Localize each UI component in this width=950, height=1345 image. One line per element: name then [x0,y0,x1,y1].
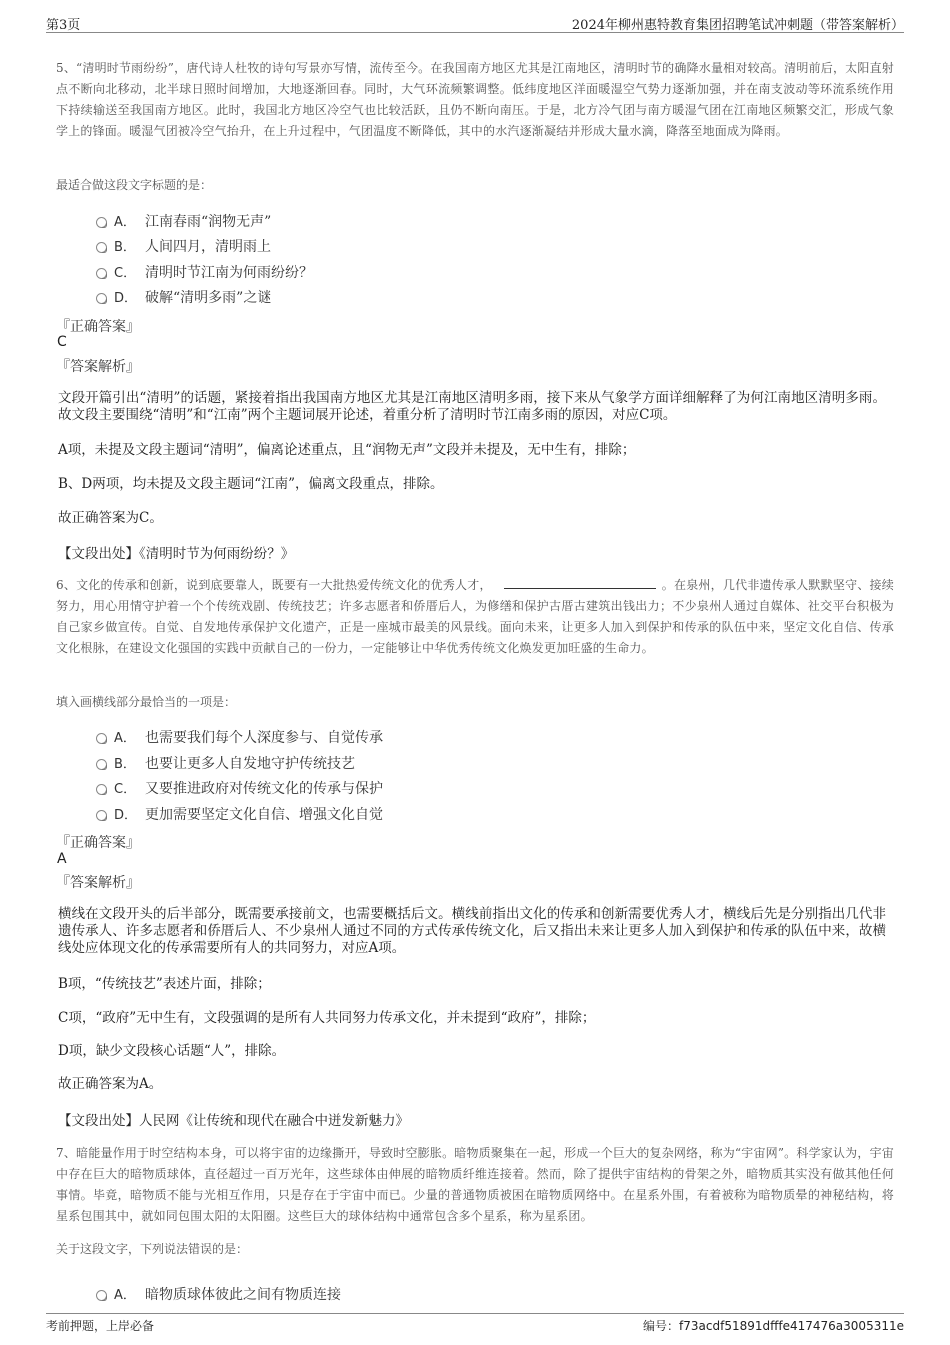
question-5-text: 5、“清明时节雨纷纷”，唐代诗人杜牧的诗句写景亦写情，流传至今。在我国南方地区尤其是江南地区，清明时节的确降水量相对较高。清明前后，太阳直射点不断向北移动，北半球日照时间增加，大地逐渐回春。同时，大气环流频繁调整。低纬度地区洋面暖湿空气势力逐渐加强，并在南支波动等环流系统作用下持续输送至我国南方地区。此时，我国北方地区冷空气也比较活跃，且仍不断向南压。于是，北方冷气团与南方暖湿气团在江南地区频繁交汇，形成气象学上的锋面。暖湿气团被冷空气抬升，在上升过程中，气团温度不断降低，其中的水汽逐渐凝结并形成大量水滴，降落至地面成为降雨。 [56,61,894,138]
page-number: 第3页 [46,18,81,33]
fill-blank [504,576,656,589]
question-7-prompt: 关于这段文字，下列说法错误的是： [56,1242,249,1256]
q5-answer-label: 『正确答案』 [56,319,140,335]
footer-slogan: 考前押题，上岸必备 [46,1319,155,1333]
page-footer [46,1313,904,1335]
q6-explanation-2: B项，“传统技艺”表述片面，排除； [58,976,271,992]
question-5-prompt: 最适合做这段文字标题的是： [56,178,213,192]
q6-source: 【文段出处】人民网《让传统和现代在融合中迸发新魅力》 [58,1113,409,1129]
q6-explanation-1: 横线在文段开头的后半部分，既需要承接前文，也需要概括后文。横线前指出文化的传承和创新需要优秀人才，横线后先是分别指出几代非遗传承人、许多志愿者和侨厝后人、不少泉州人通过不同的方式传承传统文化，后又指出未来让更多人加入到保护和传承的队伍中来，故横线处应体现文化的传承需要所有人的共同努力，对应A项。 [58,906,886,956]
q6-explain-label: 『答案解析』 [56,875,140,891]
question-6-prompt: 填入画横线部分最恰当的一项是： [56,695,237,709]
radio-icon[interactable] [96,810,107,821]
q6-explanation-4: D项，缺少文段核心话题“人”，排除。 [58,1043,286,1059]
radio-icon[interactable] [96,784,107,795]
question-7-text: 7、暗能量作用于时空结构本身，可以将宇宙的边缘撕开，导致时空膨胀。暗物质聚集在一起，形成一个巨大的复杂网络，称为“宇宙网”。科学家认为，宇宙中存在巨大的暗物质球体，直径超过一百万光年，这些球体由伸展的暗物质纤维连接着。然而，除了提供宇宙结构的骨架之外，暗物质其实没有做其他任何事情。毕竟，暗物质不能与光相互作用，只是存在于宇宙中而已。少量的普通物质被困在暗物质网络中。在星系外围，有着被称为暗物质晕的神秘结构，将星系包围其中，就如同包围太阳的太阳圈。这些巨大的球体结构中通常包含多个星系，称为星系团。 [56,1146,894,1223]
radio-icon[interactable] [96,242,107,253]
radio-icon[interactable] [96,268,107,279]
q5-explain-label: 『答案解析』 [56,359,140,375]
document-title: 2024年柳州惠特教育集团招聘笔试冲刺题（带答案解析） [571,18,904,33]
q6-explanation-3: C项，“政府”无中生有，文段强调的是所有人共同努力传承文化，并未提到“政府”，排除； [58,1010,596,1026]
question-6-text: 6、文化的传承和创新，说到底要靠人，既要有一大批热爱传统文化的优秀人才， 。在泉州，几代非遗传承人默默坚守、接续努力，用心用情守护着一个个传统戏剧、传统技艺；许多志愿者和侨厝后人，为修缮和保护古厝古建筑出钱出力；不少泉州人通过自媒体、社交平台积极为自己家乡做宣传。自觉、自发地传承保护文化遗产，正是一座城市最美的风景线。面向未来，让更多人加入到保护和传承的队伍中来，坚定文化自信、传承文化根脉，在建设文化强国的实践中贡献自己的一份力，一定能够让中华优秀传统文化焕发更加旺盛的生命力。 [56,578,894,655]
page-header [46,13,904,33]
radio-icon[interactable] [96,217,107,228]
q5-source: 【文段出处】《清明时节为何雨纷纷？》 [58,546,295,562]
radio-icon[interactable] [96,293,107,304]
q6-explanation-5: 故正确答案为A。 [58,1076,163,1092]
footer-serial: 编号：f73acdf51891dfffe417476a3005311e [643,1319,904,1333]
q5-explanation-2: A项，未提及文段主题词“清明”，偏离论述重点，且“润物无声”文段并未提及，无中生有，排除； [58,442,636,458]
q5-explanation-3: B、D两项，均未提及文段主题词“江南”，偏离文段重点，排除。 [58,476,444,492]
radio-icon[interactable] [96,759,107,770]
q5-explanation-4: 故正确答案为C。 [58,510,163,526]
q6-answer-label: 『正确答案』 [56,835,140,851]
radio-icon[interactable] [96,733,107,744]
radio-icon[interactable] [96,1290,107,1301]
q5-explanation-1: 文段开篇引出“清明”的话题，紧接着指出我国南方地区尤其是江南地区清明多雨，接下来从气象学方面详细解释了为何江南地区清明多雨。故文段主要围绕“清明”和“江南”两个主题词展开论述，着重分析了清明时节江南多雨的原因，对应C项。 [58,390,886,423]
q5-answer: C [57,334,67,350]
q6-answer: A [57,851,67,867]
